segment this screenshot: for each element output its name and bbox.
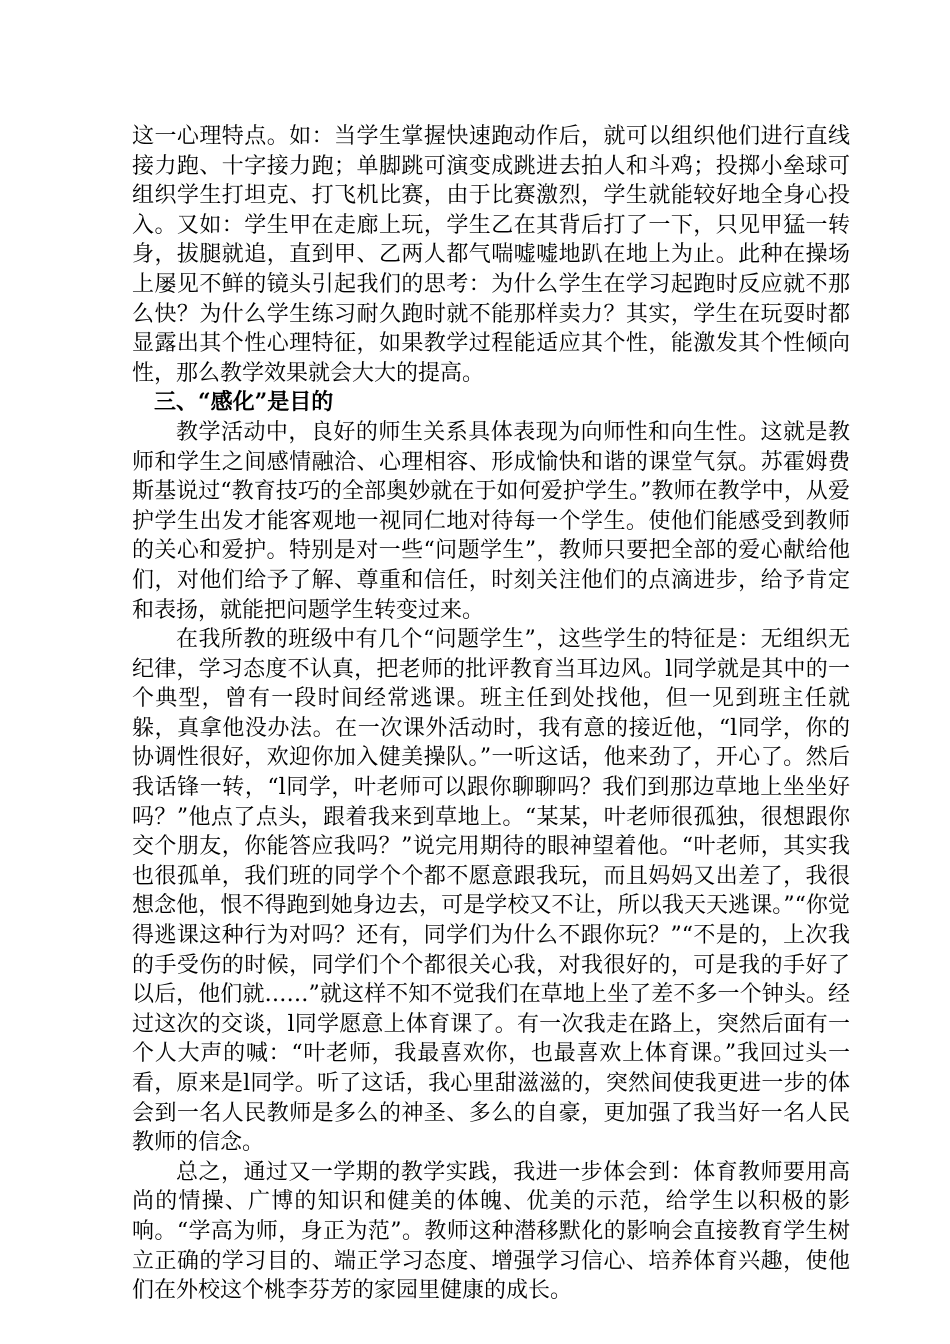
document-page [132,122,850,1306]
section-heading-3: 三、“感化”是目的 [154,389,334,416]
paragraph-conclusion: 总之，通过又一学期的教学实践，我进一步体会到：体育教师要用高尚的情操、广博的知识和健美的体魄、优美的示范，给学生以积极的影响。“学高为师，身正为范”。教师这种潜移默化的影响会直接教育学生树立正确的学习目的、端正学习态度、增强学习信心、培养体育兴趣，使他们在外校这个桃李芬芳的家园里健康的成长。 [132,1159,850,1304]
paragraph-continuation: 这一心理特点。如：当学生掌握快速跑动作后，就可以组织他们进行直线接力跑、十字接力跑；单脚跳可演变成跳进去拍人和斗鸡；投掷小垒球可组织学生打坦克、打飞机比赛，由于比赛激烈，学生就能较好地全身心投入。又如：学生甲在走廊上玩，学生乙在其背后打了一下，只见甲猛一转身，拔腿就追，直到甲、乙两人都气喘嘘嘘地趴在地上为止。此种在操场上屡见不鲜的镜头引起我们的思考：为什么学生在学习起跑时反应就不那么快？为什么学生练习耐久跑时就不能那样卖力？其实，学生在玩耍时都显露出其个性心理特征，如果教学过程能适应其个性，能激发其个性倾向性，那么教学效果就会大大的提高。 [132,124,850,386]
paragraph-problem-student-story: 在我所教的班级中有几个“问题学生”，这些学生的特征是：无组织无纪律，学习态度不认真，把老师的批评教育当耳边风。l同学就是其中的一个典型，曾有一段时间经常逃课。班主任到处找他，但一见到班主任就躲，真拿他没办法。在一次课外活动时，我有意的接近他，“l同学，你的协调性很好，欢迎你加入健美操队。”一听这话，他来劲了，开心了。然后我话锋一转，“l同学，叶老师可以跟你聊聊吗？我们到那边草地上坐坐好吗？”他点了点头，跟着我来到草地上。“某某，叶老师很孤独，很想跟你交个朋友，你能答应我吗？”说完用期待的眼神望着他。“叶老师，其实我也很孤单，我们班的同学个个都不愿意跟我玩，而且妈妈又出差了，我很想念他，恨不得跑到她身边去，可是学校又不让，所以我天天逃课。”“你觉得逃课这种行为对吗？还有，同学们为什么不跟你玩？”“不是的，上次我的手受伤的时候，同学们个个都很关心我，对我很好的，可是我的手好了以后，他们就……”就这样不知不觉我们在草地上坐了差不多一个钟头。经过这次的交谈，l同学愿意上体育课了。有一次我走在路上，突然后面有一个人大声的喊：“叶老师，我最喜欢你，也最喜欢上体育课。”我回过头一看，原来是l同学。听了这话，我心里甜滋滋的，突然间使我更进一步的体会到一名人民教师是多么的神圣、多么的自豪，更加强了我当好一名人民教师的信念。 [132,627,850,1156]
paragraph-teacher-student-relationship: 教学活动中，良好的师生关系具体表现为向师性和向生性。这就是教师和学生之间感情融洽、心理相容、形成愉快和谐的课堂气氛。苏霍姆费斯基说过“教育技巧的全部奥妙就在于如何爱护学生。”教师在教学中，从爱护学生出发才能客观地一视同仁地对待每一个学生。使他们能感受到教师的关心和爱护。特别是对一些“问题学生”，教师只要把全部的爱心献给他们，对他们给予了解、尊重和信任，时刻关注他们的点滴进步，给予肯定和表扬，就能把问题学生转变过来。 [132,419,850,623]
